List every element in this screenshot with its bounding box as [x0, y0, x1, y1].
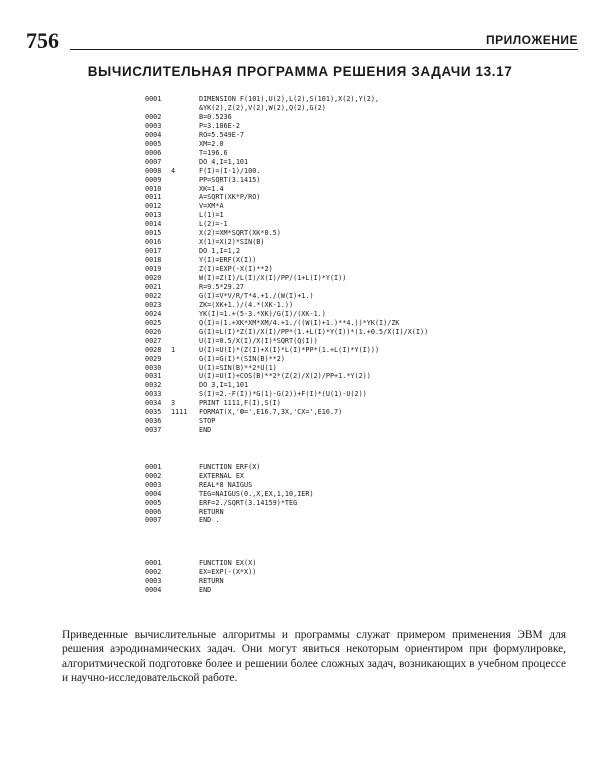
statement-text: Z(I)=EXP(-X(I)**2) — [199, 265, 273, 274]
line-number: 0003 — [145, 576, 162, 585]
statement-text: X(1)=X(2)*SIN(B) — [199, 238, 265, 247]
line-number: 0010 — [145, 184, 162, 193]
statement-text: S(I)=2.-F(I))*G(1)-G(2))+F(I)*(U(1)-U(2)) — [199, 390, 367, 399]
statement-text: A=SQRT(XK*P/RO) — [199, 193, 261, 202]
statement-label: 4 — [171, 166, 176, 175]
line-number: 0034 — [145, 399, 162, 408]
statement-text: P=3.186E-2 — [199, 121, 240, 130]
line-number: 0001 — [145, 559, 162, 567]
line-number: 0031 — [145, 372, 162, 381]
statement-text: W(I)=Z(I)/L(I)/X(I)/PP/(1+L(I)*Y(I)) — [199, 274, 347, 282]
statement-text: END — [199, 426, 212, 435]
line-number: 0028 — [145, 345, 162, 354]
statement-text: U(I)=U(I)*(Z(I)+X(I)*L(I)*PP*(1.+L(I)*Y(I))) — [199, 345, 380, 354]
statement-text: ERF=2./SQRT(3.14159)*TEG — [199, 498, 298, 507]
line-number: 0002 — [145, 567, 162, 576]
statement-text: EX=EXP(-(X*X)) — [199, 567, 257, 576]
statement-text: END . — [199, 516, 220, 525]
line-number: 0004 — [145, 130, 162, 139]
statement-text: V=XM*A — [199, 202, 224, 211]
statement-text: DO 1,I=1,2 — [199, 247, 240, 256]
line-number: 0006 — [145, 507, 162, 516]
line-number: 0003 — [145, 121, 162, 130]
line-number: 0029 — [145, 354, 162, 363]
statement-text: ZK=(XK+1.)/(4.*(XK-1.)) — [199, 300, 294, 309]
statement-label: 1 — [171, 345, 176, 354]
statement-text: B=0.5236 — [199, 112, 232, 121]
statement-text: DIMENSION F(101),U(2),L(2),S(101),X(2),Y(2), — [199, 95, 380, 103]
line-number: 0037 — [145, 426, 162, 435]
statement-text: X(2)=XM*SQRT(XK*0.5) — [199, 229, 281, 238]
line-number: 0002 — [145, 471, 162, 480]
line-number: 0024 — [145, 309, 162, 318]
statement-text: EXTERNAL EX — [199, 471, 245, 480]
closing-paragraph: Приведенные вычислительные алгоритмы и программы служат примером применения ЭВМ для решения аэродинамических задач. Они могут явиться некоторым ориентиром при формулировке, алгоритмической подготовке более и решении более сложных задач, возникающих в учебном процессе и научно-исследовательской работе. — [62, 629, 566, 685]
running-head: ПРИЛОЖЕНИЕ — [486, 33, 578, 47]
line-number: 0007 — [145, 516, 162, 525]
statement-text: YK(I)=1.+(5-3.*XK)/G(I)/(XK-1.) — [199, 309, 326, 318]
section-title: ВЫЧИСЛИТЕЛЬНАЯ ПРОГРАММА РЕШЕНИЯ ЗАДАЧИ 13.17 — [87, 64, 513, 79]
line-number: 0018 — [145, 256, 162, 265]
line-number: 0033 — [145, 390, 162, 399]
statement-text: RO=5.549E-7 — [199, 130, 245, 139]
line-number: 0011 — [145, 193, 162, 202]
line-number: 0014 — [145, 220, 162, 229]
line-number: 0003 — [145, 480, 162, 489]
line-number: 0012 — [145, 202, 162, 211]
line-number: 0030 — [145, 363, 162, 372]
line-number: 0004 — [145, 489, 162, 498]
line-number: 0027 — [145, 336, 162, 345]
statement-text: DO 3,I=1,101 — [199, 381, 249, 390]
statement-text: END — [199, 585, 212, 594]
line-number: 0026 — [145, 327, 162, 336]
line-number: 0015 — [145, 229, 162, 238]
line-number: 0036 — [145, 417, 162, 426]
line-number: 0023 — [145, 300, 162, 309]
line-number: 0016 — [145, 238, 162, 247]
statement-text: FUNCTION ERF(X) — [199, 463, 261, 471]
statement-label: 1111 — [171, 408, 188, 417]
statement-text: G(I)=L(I)*Z(I)/X(I)/PP*(1.+L(I)*Y(I))*(1.+0.5/X(I)/X(I)) — [199, 327, 429, 336]
line-number: 0032 — [145, 381, 162, 390]
statement-text: &YK(2),Z(2),V(2),W(2),Q(2),G(2) — [199, 103, 326, 112]
line-number: 0013 — [145, 211, 162, 220]
page-number: 756 — [26, 28, 59, 53]
line-number: 0009 — [145, 175, 162, 184]
line-number: 0001 — [145, 95, 162, 103]
line-number: 0019 — [145, 265, 162, 274]
statement-text: DO 4,I=1,101 — [199, 157, 249, 166]
statement-text: PP=SQRT(3.1415) — [199, 175, 261, 184]
line-number: 0035 — [145, 408, 162, 417]
statement-text: Y(I)=ERF(X(I)) — [199, 256, 257, 265]
statement-text: G(I)=V*V/R/T*4.+1./(W(I)+1.) — [199, 291, 314, 300]
statement-text: L(2)=-1 — [199, 220, 228, 229]
statement-text: RETURN — [199, 576, 224, 585]
line-number: 0001 — [145, 463, 162, 471]
statement-text: RETURN — [199, 507, 224, 516]
statement-text: FUNCTION EX(X) — [199, 559, 257, 567]
statement-text: F(I)=(I-1)/100. — [199, 166, 261, 175]
line-number: 0022 — [145, 291, 162, 300]
line-number: 0020 — [145, 274, 162, 282]
line-number: 0004 — [145, 585, 162, 594]
statement-text: U(I)=SIN(B)**2*U(1) — [199, 363, 277, 372]
line-number: 0008 — [145, 166, 162, 175]
statement-text: TEG=NAIGUS(0.,X,EX,1,10,IER) — [199, 489, 314, 498]
statement-text: R=9.5*29.27 — [199, 282, 245, 291]
statement-text: L(1)=1 — [199, 211, 224, 220]
statement-text: XM=2.0 — [199, 139, 224, 148]
line-number: 0006 — [145, 148, 162, 157]
statement-text: U(I)=U(I)+COS(B)**2*(Z(2)/X(2)/PP+1.*Y(2)) — [199, 372, 371, 381]
statement-text: PRINT 1111,F(I),S(I) — [199, 399, 281, 408]
statement-text: T=196.6 — [199, 148, 228, 157]
statement-text: Q(I)=(1.+XK*XM*XM/4.+1./((W(I)+1.)**4.))*YK(I)/ZK — [199, 318, 400, 327]
statement-text: FORMAT(X,'Ф=',E16.7,3X,'CX=',E16.7) — [199, 408, 343, 417]
statement-text: REAL*8 NAIGUS — [199, 480, 253, 489]
line-number: 0005 — [145, 498, 162, 507]
line-number: 0005 — [145, 139, 162, 148]
statement-text: U(I)=0.5/X(I)/X(I)*SQRT(Q(I)) — [199, 336, 318, 345]
statement-text: G(I)=G(I)*(SIN(B)**2) — [199, 354, 285, 363]
statement-text: XK=1.4 — [199, 184, 224, 193]
line-number: 0007 — [145, 157, 162, 166]
line-number: 0021 — [145, 282, 162, 291]
statement-label: 3 — [171, 399, 176, 408]
line-number: 0002 — [145, 112, 162, 121]
line-number: 0017 — [145, 247, 162, 256]
line-number: 0025 — [145, 318, 162, 327]
statement-text: STOP — [199, 417, 216, 426]
